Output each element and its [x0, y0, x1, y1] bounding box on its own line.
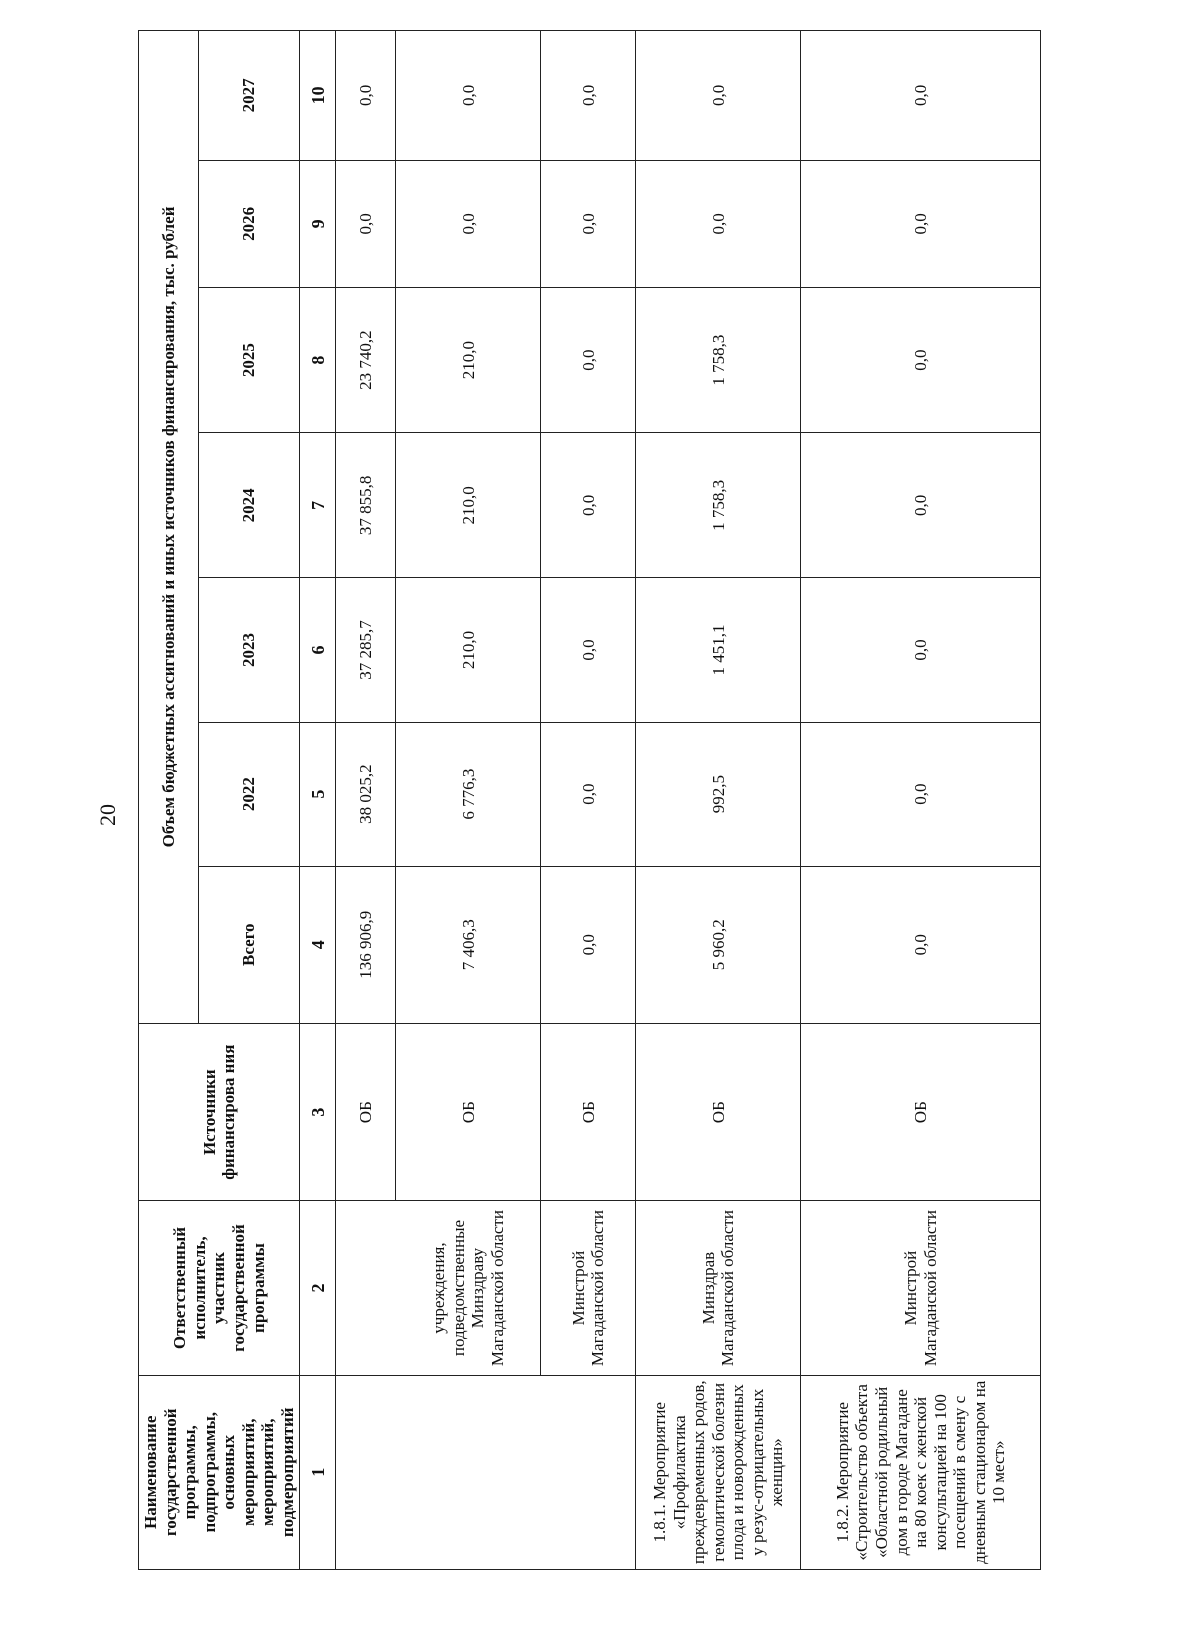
row-source: ОБ	[801, 1023, 1041, 1201]
row-source: ОБ	[396, 1023, 541, 1201]
row-name: 1.8.1. Мероприятие «Профилактика преждевременных родов, гемолитической болезни плода и новорожденных у резус-отрицательных женщин»	[636, 1375, 801, 1569]
row-value: 0,0	[801, 866, 1041, 1023]
row-value: 37 855,8	[336, 433, 396, 578]
row-source: ОБ	[636, 1023, 801, 1201]
column-number: 1	[300, 1375, 336, 1569]
header-source: Источники финансирова ния	[139, 1023, 300, 1201]
header-name: Наименование государственной программы, подпрограммы, основных мероприятий, мероприятий, подмероприятий	[139, 1375, 300, 1569]
row-name	[336, 1375, 636, 1569]
row-value: 0,0	[801, 288, 1041, 433]
column-number: 7	[300, 433, 336, 578]
row-value: 37 285,7	[336, 578, 396, 722]
column-number: 2	[300, 1201, 336, 1375]
header-volume: Объем бюджетных ассигнований и иных источников финансирования, тыс. рублей	[139, 31, 199, 1024]
row-value: 0,0	[541, 433, 636, 578]
table-row	[336, 31, 396, 1570]
table-row	[396, 31, 541, 1570]
row-value: 210,0	[396, 433, 541, 578]
row-value: 0,0	[541, 722, 636, 866]
row-value: 38 025,2	[336, 722, 396, 866]
header-year-total: Всего	[198, 866, 300, 1023]
table-row	[801, 31, 1041, 1570]
row-executor: Минстрой Магаданской области	[541, 1201, 636, 1375]
row-value: 0,0	[801, 31, 1041, 161]
row-value: 23 740,2	[336, 288, 396, 433]
header-year-2024: 2024	[198, 433, 300, 578]
row-value: 0,0	[801, 433, 1041, 578]
column-number: 9	[300, 160, 336, 287]
row-value: 1 451,1	[636, 578, 801, 722]
table-row	[636, 31, 801, 1570]
row-value: 0,0	[801, 722, 1041, 866]
row-value: 0,0	[636, 31, 801, 161]
column-number: 5	[300, 722, 336, 866]
row-value: 0,0	[336, 31, 396, 161]
row-value: 0,0	[541, 288, 636, 433]
row-value: 0,0	[541, 160, 636, 287]
column-number: 3	[300, 1023, 336, 1201]
row-value: 136 906,9	[336, 866, 396, 1023]
row-value: 0,0	[801, 578, 1041, 722]
row-value: 0,0	[396, 160, 541, 287]
row-value: 210,0	[396, 578, 541, 722]
row-value: 210,0	[396, 288, 541, 433]
header-year-2022: 2022	[198, 722, 300, 866]
row-value: 0,0	[801, 160, 1041, 287]
row-value: 6 776,3	[396, 722, 541, 866]
row-source: ОБ	[336, 1023, 396, 1201]
financing-table	[138, 30, 1041, 1570]
row-value: 0,0	[541, 866, 636, 1023]
row-value: 1 758,3	[636, 433, 801, 578]
page-number: 20	[95, 804, 120, 826]
row-value: 1 758,3	[636, 288, 801, 433]
rotated-table-wrapper	[138, 30, 1030, 1570]
header-executor: Ответственный исполнитель, участник государственной программы	[139, 1201, 300, 1375]
row-value: 0,0	[396, 31, 541, 161]
header-year-2023: 2023	[198, 578, 300, 722]
column-number: 6	[300, 578, 336, 722]
row-executor	[336, 1201, 396, 1375]
row-value: 992,5	[636, 722, 801, 866]
row-name: 1.8.2. Мероприятие «Строительство объекта «Областной родильный дом в городе Магадане на 80 коек с женской консультацией на 100 посещений в смену с дневным стационаром на 10 мест»	[801, 1375, 1041, 1569]
row-executor: Минстрой Магаданской области	[801, 1201, 1041, 1375]
header-year-2025: 2025	[198, 288, 300, 433]
row-source: ОБ	[541, 1023, 636, 1201]
row-executor: учреждения, подведомственные Минздраву Магаданской области	[396, 1201, 541, 1375]
header-year-2027: 2027	[198, 31, 300, 161]
row-value: 0,0	[336, 160, 396, 287]
table-row	[541, 31, 636, 1570]
row-value: 5 960,2	[636, 866, 801, 1023]
column-number: 8	[300, 288, 336, 433]
row-value: 0,0	[636, 160, 801, 287]
header-year-2026: 2026	[198, 160, 300, 287]
column-number: 10	[300, 31, 336, 161]
row-executor: Минздрав Магаданской области	[636, 1201, 801, 1375]
column-number: 4	[300, 866, 336, 1023]
column-number-row	[300, 31, 336, 1570]
row-value: 0,0	[541, 578, 636, 722]
row-value: 7 406,3	[396, 866, 541, 1023]
row-value: 0,0	[541, 31, 636, 161]
